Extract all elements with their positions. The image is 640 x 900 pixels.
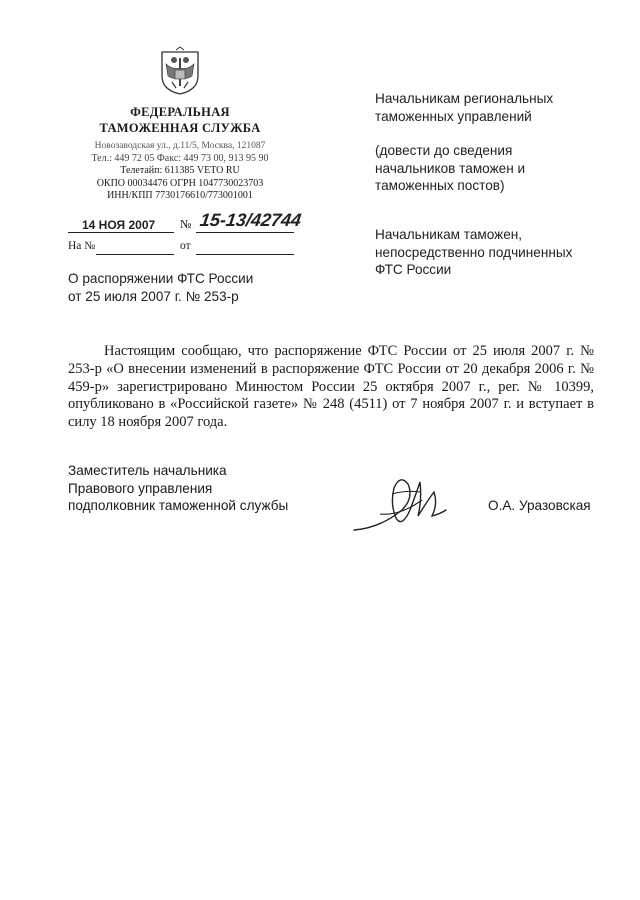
addressee-line: таможенных управлений <box>375 108 532 124</box>
from-label: от <box>180 240 191 252</box>
handwritten-signature <box>350 470 450 540</box>
addressee-line: Начальникам региональных <box>375 91 554 106</box>
addressee-block-2 <box>375 226 615 279</box>
signatory-position <box>68 462 328 515</box>
signatory-name: О.А. Уразовская <box>488 498 591 513</box>
teletype: Телетайп: 611385 VETO RU <box>120 165 240 176</box>
addressee-line: таможенных постов) <box>375 178 505 193</box>
addressee-line: (довести до сведения <box>375 143 513 158</box>
emblem <box>158 46 202 96</box>
subject <box>68 270 328 305</box>
registration-date-field <box>68 216 174 233</box>
addressee-line: непосредственно подчиненных <box>375 244 573 260</box>
address: Новозаводская ул., д.11/5, Москва, 121087 <box>94 141 266 151</box>
addressee-line: начальников таможен и <box>375 160 526 176</box>
number-label: № <box>180 217 192 231</box>
position-line: Правового управления <box>68 480 213 496</box>
ref-date-field <box>196 240 294 255</box>
inn-kpp: ИНН/КПП 7730176610/773001001 <box>107 190 253 201</box>
org-name-line2: ТАМОЖЕННАЯ СЛУЖБА <box>99 121 261 135</box>
addressee-line: ФТС России <box>375 262 452 277</box>
ref-label: На № <box>68 240 96 252</box>
eagle-emblem-icon <box>158 46 202 96</box>
okpo-ogrn: ОКПО 00034476 ОГРН 1047730023703 <box>96 177 264 189</box>
addressee-line: Начальникам таможен, <box>375 227 523 242</box>
letterhead <box>70 104 290 203</box>
phone-fax: Тел.: 449 72 05 Факс: 449 73 00, 913 95 90 <box>91 152 269 164</box>
position-line: подполковник таможенной службы <box>68 498 289 513</box>
registration-date: 14 НОЯ 2007 <box>82 218 156 232</box>
subject-line: от 25 июля 2007 г. № 253-р <box>68 288 239 304</box>
body-paragraph <box>68 343 594 432</box>
org-name-line1: ФЕДЕРАЛЬНАЯ <box>130 105 230 119</box>
addressee-block-1 <box>375 90 615 195</box>
position-line: Заместитель начальника <box>68 463 227 478</box>
subject-line: О распоряжении ФТС России <box>68 271 254 286</box>
registration-number: 15-13/42744 <box>198 210 303 230</box>
body-text: Настоящим сообщаю, что распоряжение ФТС России от 25 июля 2007 г. № 253-р «О внесении изменений в распоряжение ФТС России от 20 декабря 2006 г. № 459-р» зарегистрировано Минюстом России 25 октября 2007 г., рег. № 10399, опубликовано в «Российской газете» № 248 (4511) от 7 ноября 2007 г. и вступает в силу 18 ноября 2007 года. <box>68 343 594 431</box>
signature-icon <box>350 470 450 540</box>
ref-number-field <box>96 240 174 255</box>
